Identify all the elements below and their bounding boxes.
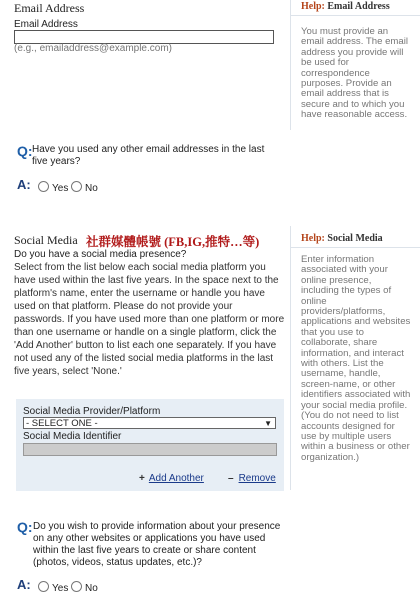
- answer-marker: A:: [17, 177, 31, 192]
- other-email-yes[interactable]: [38, 181, 68, 195]
- social-question: Do you have a social media presence?: [14, 249, 187, 260]
- email-help-panel: [290, 0, 420, 130]
- email-hint: (e.g., emailaddress@example.com): [14, 43, 172, 54]
- help-label: Help:: [301, 233, 325, 244]
- chevron-down-icon: ▼: [264, 419, 272, 428]
- other-websites-yes[interactable]: [38, 581, 68, 595]
- remove-label: Remove: [238, 473, 276, 484]
- add-another-button[interactable]: [139, 473, 204, 484]
- email-field-label: Email Address: [14, 19, 78, 30]
- email-help-text: You must provide an email address. The email address you provide will be used for correspondence purposes. Provide an email address that is secure and to which you have reasonable access.: [301, 26, 409, 121]
- yes-label: Yes: [52, 583, 69, 594]
- email-field[interactable]: [14, 30, 274, 44]
- identifier-input[interactable]: [23, 443, 277, 456]
- yes-label: Yes: [52, 183, 69, 194]
- remove-button[interactable]: [228, 473, 276, 484]
- add-another-label: Add Another: [148, 473, 204, 484]
- no-label: No: [85, 183, 98, 194]
- social-help-title: [291, 226, 420, 248]
- answer-marker: A:: [17, 577, 31, 592]
- social-chinese-note: 社群媒體帳號 (FB,IG,推特…等): [86, 235, 260, 249]
- yes-radio[interactable]: [38, 181, 49, 192]
- social-help-text: Enter information associated with your online presence, including the types of online providers/platforms, applications and websites that you use to collaborate, share information, and interact with others. List the username, handle, screen-name, or other identifiers associated with your social media profile. (You do not need to list accounts designed for use by multiple users within a business or other organization.): [301, 254, 411, 463]
- other-email-no[interactable]: [71, 181, 98, 195]
- provider-select[interactable]: [23, 417, 276, 429]
- no-label: No: [85, 583, 98, 594]
- other-websites-no[interactable]: [71, 581, 98, 595]
- other-email-question: Have you used any other email addresses in the last five years?: [32, 144, 265, 167]
- question-marker: Q:: [17, 519, 33, 535]
- help-heading: Social Media: [327, 233, 383, 244]
- email-section-title: Email Address: [14, 1, 85, 15]
- email-help-title: [291, 0, 420, 16]
- social-section-title: Social Media: [14, 233, 78, 247]
- social-instructions: Select from the list below each social media platform you have used within the last five years. In the space next to the platform's name, enter the username or handle you have used on that platform. Please do not provide your passwords. If you have used more than one platform or more than one username or handle on a single platform, click the 'Add Another' button to list each one separately. If you have not used any of the listed social media platforms in the last five years, select 'None.': [14, 262, 285, 377]
- provider-selected-value: - SELECT ONE -: [26, 418, 98, 429]
- question-marker: Q:: [17, 143, 33, 159]
- minus-icon: –: [228, 473, 234, 484]
- other-websites-question: Do you wish to provide information about your presence on any other websites or applications you have used within the last five years to create or share content (photos, videos, status updates, etc.)?: [33, 521, 281, 568]
- no-radio[interactable]: [71, 181, 82, 192]
- no-radio[interactable]: [71, 581, 82, 592]
- yes-radio[interactable]: [38, 581, 49, 592]
- identifier-label: Social Media Identifier: [23, 431, 122, 442]
- plus-icon: +: [139, 473, 145, 484]
- help-label: Help:: [301, 1, 325, 12]
- help-heading: Email Address: [327, 1, 390, 12]
- provider-label: Social Media Provider/Platform: [23, 406, 161, 417]
- social-help-panel: [290, 226, 420, 490]
